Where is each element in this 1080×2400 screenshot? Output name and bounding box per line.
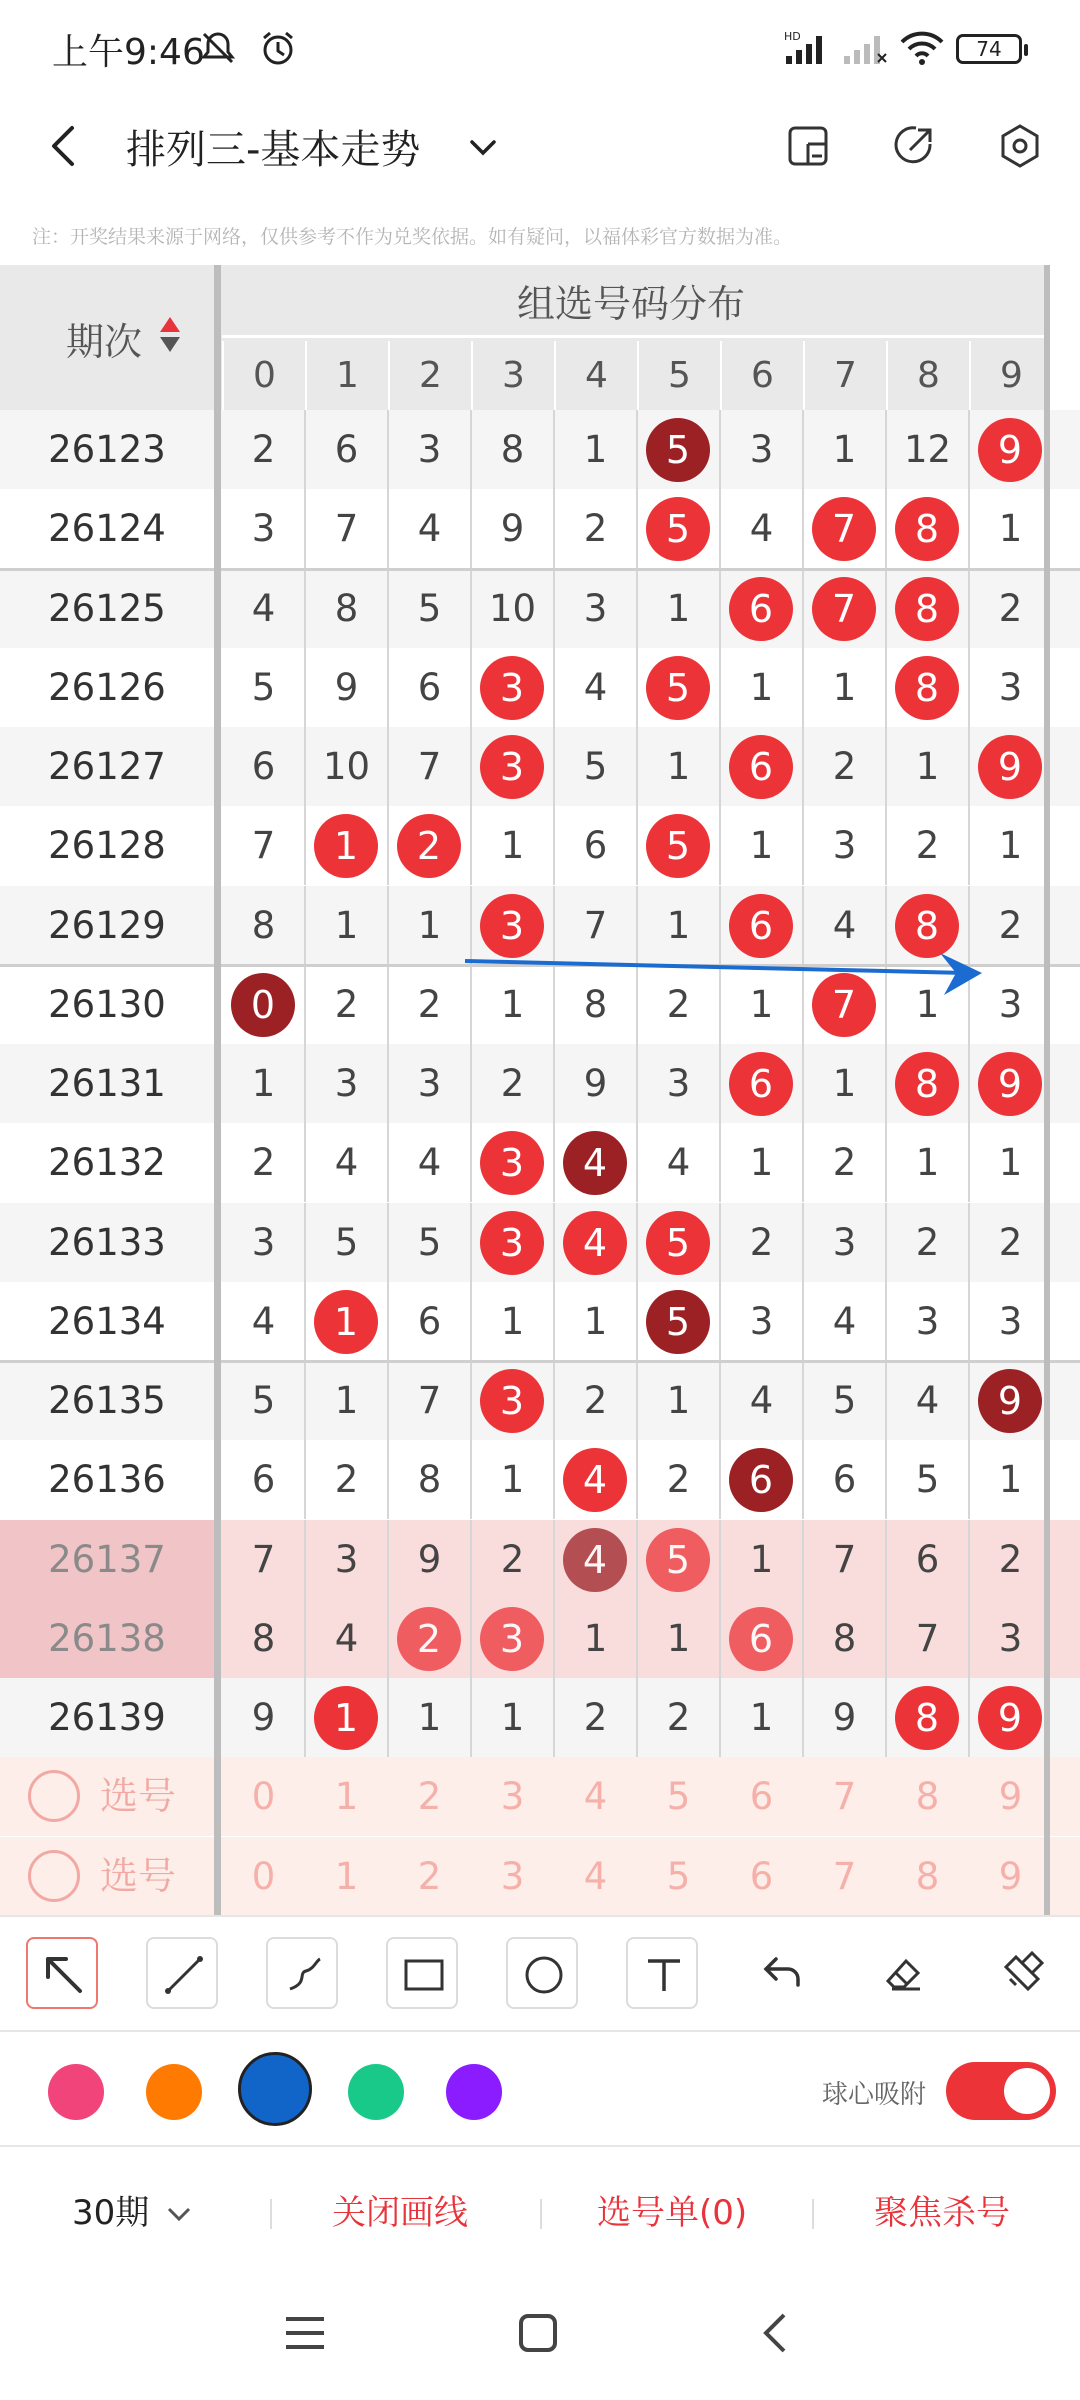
omission-value: 3	[251, 1220, 276, 1264]
omission-value: 8	[417, 1458, 442, 1502]
omission-value: 10	[488, 586, 537, 630]
divider	[812, 2199, 814, 2229]
color-swatch[interactable]	[48, 2064, 104, 2120]
drawn-number-ball: 6	[729, 1448, 793, 1512]
circle-icon	[508, 1939, 580, 2011]
omission-value: 1	[417, 1696, 442, 1739]
pick-number-8[interactable]: 8	[915, 1854, 940, 1898]
drawn-number-ball: 9	[978, 1369, 1042, 1433]
pick-number-2[interactable]: 2	[417, 1854, 442, 1898]
undo-icon	[746, 1937, 818, 2009]
omission-value: 6	[251, 745, 276, 788]
omission-value: 7	[251, 824, 276, 868]
omission-value: 4	[583, 665, 608, 709]
rectangle-icon	[388, 1939, 460, 2011]
omission-value: 4	[832, 1299, 857, 1343]
omission-value: 8	[583, 982, 608, 1026]
omission-value: 1	[666, 903, 691, 947]
share-icon[interactable]	[890, 122, 938, 170]
drawn-number-ball: 8	[895, 497, 959, 561]
omission-value: 3	[334, 1062, 359, 1105]
omission-value: 7	[915, 1616, 940, 1660]
period-count-label: 30期	[72, 2193, 150, 2233]
omission-value: 9	[583, 1062, 608, 1105]
digit-header-6: 6	[720, 341, 803, 410]
column-divider-right	[1044, 265, 1050, 1915]
pick-number-0[interactable]: 0	[251, 1775, 276, 1819]
drawn-number-ball: 3	[480, 656, 544, 720]
eraser-tool[interactable]	[866, 1937, 938, 2009]
drawn-number-ball: 4	[563, 1131, 627, 1195]
drawn-number-ball: 9	[978, 1052, 1042, 1116]
drawn-number-ball: 3	[480, 735, 544, 799]
omission-value: 3	[998, 982, 1023, 1026]
mute-icon	[198, 28, 238, 68]
omission-value: 3	[749, 1299, 774, 1343]
omission-value: 2	[334, 982, 359, 1026]
period-number: 26135	[48, 1379, 166, 1422]
omission-value: 5	[251, 665, 276, 709]
omission-value: 8	[334, 586, 359, 630]
period-number: 26125	[48, 586, 166, 630]
omission-value: 1	[417, 903, 442, 947]
omission-value: 5	[915, 1458, 940, 1502]
drawn-number-ball: 7	[812, 497, 876, 561]
omission-value: 3	[832, 1220, 857, 1264]
period-number: 26130	[48, 982, 166, 1026]
drawn-number-ball: 1	[314, 1686, 378, 1750]
omission-value: 2	[998, 903, 1023, 947]
home-icon[interactable]	[516, 2311, 560, 2355]
omission-value: 6	[334, 428, 359, 471]
omission-value: 1	[998, 507, 1023, 551]
menu-icon[interactable]	[280, 2311, 330, 2355]
omission-value: 1	[998, 824, 1023, 868]
omission-value: 9	[832, 1696, 857, 1739]
period-number: 26139	[48, 1696, 166, 1739]
omission-value: 4	[749, 507, 774, 551]
omission-value: 2	[915, 824, 940, 868]
text-icon	[628, 1939, 700, 2011]
omission-value: 1	[583, 428, 608, 471]
curve-icon	[268, 1939, 340, 2011]
omission-value: 9	[334, 665, 359, 709]
drawn-number-ball: 5	[646, 1290, 710, 1354]
omission-value: 3	[334, 1537, 359, 1581]
omission-value: 4	[251, 1299, 276, 1343]
omission-value: 7	[334, 507, 359, 551]
select-arrow-tool[interactable]	[26, 1937, 98, 2009]
signal-weak-icon	[842, 28, 890, 68]
omission-value: 5	[417, 1220, 442, 1264]
omission-value: 10	[322, 745, 371, 788]
drawn-number-ball: 7	[812, 577, 876, 641]
omission-value: 3	[998, 665, 1023, 709]
drawn-number-ball: 1	[314, 1290, 378, 1354]
drawn-number-ball: 6	[729, 894, 793, 958]
omission-value: 7	[251, 1537, 276, 1581]
omission-value: 9	[417, 1537, 442, 1581]
pick-number-1[interactable]: 1	[334, 1775, 359, 1819]
pick-label: 选号	[100, 1774, 177, 1819]
omission-value: 2	[998, 586, 1023, 630]
app-header	[0, 96, 1080, 196]
drawn-number-ball: 9	[978, 735, 1042, 799]
system-nav-bar	[0, 2265, 1080, 2400]
drawn-number-ball: 6	[729, 735, 793, 799]
omission-value: 2	[915, 1220, 940, 1264]
omission-value: 1	[334, 1379, 359, 1422]
pick-number-6[interactable]: 6	[749, 1854, 774, 1898]
color-swatch[interactable]	[238, 2052, 312, 2126]
drawn-number-ball: 4	[563, 1448, 627, 1512]
period-number: 26124	[48, 507, 166, 551]
status-bar	[0, 0, 1080, 96]
omission-value: 1	[832, 428, 857, 471]
undo-tool[interactable]	[746, 1937, 818, 2009]
pick-number-4[interactable]: 4	[583, 1775, 608, 1819]
pick-list-button[interactable]: 选号单(0)	[597, 2193, 748, 2233]
period-number: 26137	[48, 1537, 166, 1581]
pick-number-7[interactable]: 7	[832, 1854, 857, 1898]
omission-value: 8	[251, 1616, 276, 1660]
drawn-number-ball: 6	[729, 577, 793, 641]
drawn-number-ball: 7	[812, 973, 876, 1037]
drawn-number-ball: 8	[895, 1052, 959, 1116]
omission-value: 4	[666, 1141, 691, 1185]
drawn-number-ball: 5	[646, 814, 710, 878]
pick-number-5[interactable]: 5	[666, 1775, 691, 1819]
line-tool[interactable]	[146, 1937, 218, 2009]
color-swatch[interactable]	[146, 2064, 202, 2120]
drawn-number-ball: 3	[480, 1211, 544, 1275]
disclaimer-note: 注：开奖结果来源于网络，仅供参考不作为兑奖依据。如有疑问，以福体彩官方数据为准。	[32, 226, 793, 248]
drawn-number-ball: 6	[729, 1607, 793, 1671]
omission-value: 8	[500, 428, 525, 471]
omission-value: 1	[749, 665, 774, 709]
period-number: 26126	[48, 665, 166, 709]
omission-value: 3	[915, 1299, 940, 1343]
omission-value: 3	[417, 1062, 442, 1105]
svg-text:HD: HD	[784, 30, 801, 43]
period-header-label: 期次	[66, 320, 143, 364]
drawn-number-ball: 5	[646, 418, 710, 482]
pick-number-3[interactable]: 3	[500, 1854, 525, 1898]
period-number: 26129	[48, 903, 166, 947]
omission-value: 6	[915, 1537, 940, 1581]
omission-value: 2	[998, 1537, 1023, 1581]
curve-tool[interactable]	[266, 1937, 338, 2009]
chevron-down-icon[interactable]	[164, 2199, 194, 2229]
drawn-number-ball: 3	[480, 1131, 544, 1195]
omission-value: 3	[832, 824, 857, 868]
omission-value: 12	[903, 428, 952, 471]
omission-value: 6	[583, 824, 608, 868]
omission-value: 1	[749, 1696, 774, 1739]
omission-value: 4	[334, 1616, 359, 1660]
drawn-number-ball: 4	[563, 1211, 627, 1275]
omission-value: 2	[666, 1458, 691, 1502]
omission-value: 1	[583, 1616, 608, 1660]
period-number: 26128	[48, 824, 166, 868]
omission-value: 1	[915, 1141, 940, 1185]
back-icon[interactable]	[756, 2309, 796, 2357]
period-number: 26133	[48, 1220, 166, 1264]
chevron-down-icon[interactable]	[466, 130, 500, 164]
omission-value: 1	[998, 1141, 1023, 1185]
omission-value: 2	[666, 1696, 691, 1739]
omission-value: 7	[832, 1537, 857, 1581]
distribution-title: 组选号码分布	[516, 282, 745, 326]
omission-value: 1	[666, 1379, 691, 1422]
drawn-number-ball: 5	[646, 497, 710, 561]
drawn-number-ball: 6	[729, 1052, 793, 1116]
omission-value: 3	[583, 586, 608, 630]
pick-number-8[interactable]: 8	[915, 1775, 940, 1819]
color-palette	[0, 2030, 1080, 2145]
close-lines-button[interactable]: 关闭画线	[332, 2193, 468, 2233]
period-number: 26138	[48, 1616, 166, 1660]
omission-value: 2	[998, 1220, 1023, 1264]
digit-header-2: 2	[388, 341, 471, 410]
omission-value: 2	[251, 1141, 276, 1185]
period-number: 26134	[48, 1299, 166, 1343]
omission-value: 2	[583, 1379, 608, 1422]
omission-value: 1	[832, 1062, 857, 1105]
pick-label: 选号	[100, 1853, 177, 1898]
omission-value: 4	[334, 1141, 359, 1185]
omission-value: 3	[998, 1616, 1023, 1660]
drawing-toolbar	[0, 1915, 1080, 2030]
omission-value: 6	[251, 1458, 276, 1502]
back-arrow-icon[interactable]	[40, 122, 88, 170]
period-count-select[interactable]	[72, 2185, 149, 2234]
column-divider	[214, 265, 221, 1915]
trend-table	[0, 265, 1080, 1915]
pick-number-6[interactable]: 6	[749, 1775, 774, 1819]
omission-value: 6	[417, 665, 442, 709]
text-tool[interactable]	[626, 1937, 698, 2009]
drawn-number-ball: 2	[397, 814, 461, 878]
signal-icon	[782, 28, 838, 68]
omission-value: 1	[749, 982, 774, 1026]
omission-value: 1	[500, 1299, 525, 1343]
omission-value: 1	[666, 1616, 691, 1660]
period-number: 26127	[48, 745, 166, 788]
clear-tool[interactable]	[986, 1937, 1058, 2009]
omission-value: 2	[749, 1220, 774, 1264]
drawn-number-ball: 0	[231, 973, 295, 1037]
omission-value: 1	[251, 1062, 276, 1105]
digit-header-4: 4	[554, 341, 637, 410]
pick-number-9[interactable]: 9	[998, 1854, 1023, 1898]
omission-value: 1	[915, 745, 940, 788]
period-number: 26132	[48, 1141, 166, 1185]
pick-number-7[interactable]: 7	[832, 1775, 857, 1819]
omission-value: 2	[832, 1141, 857, 1185]
omission-value: 1	[666, 745, 691, 788]
pick-number-5[interactable]: 5	[666, 1854, 691, 1898]
drawn-arrow-line[interactable]	[0, 265, 1080, 1915]
drawn-number-ball: 3	[480, 1607, 544, 1671]
omission-value: 5	[832, 1379, 857, 1422]
omission-value: 5	[334, 1220, 359, 1264]
omission-value: 3	[417, 428, 442, 471]
divider	[540, 2199, 542, 2229]
omission-value: 4	[749, 1379, 774, 1422]
page-title[interactable]: 排列三-基本走势	[126, 127, 421, 173]
omission-value: 9	[251, 1696, 276, 1739]
digit-header-7: 7	[803, 341, 886, 410]
omission-value: 4	[417, 1141, 442, 1185]
omission-value: 8	[251, 903, 276, 947]
period-number: 26136	[48, 1458, 166, 1502]
drawn-number-ball: 5	[646, 1211, 710, 1275]
circle-tool[interactable]	[506, 1937, 578, 2009]
omission-value: 2	[832, 745, 857, 788]
drawn-number-ball: 2	[397, 1607, 461, 1671]
digit-header-5: 5	[637, 341, 720, 410]
pick-number-1[interactable]: 1	[334, 1854, 359, 1898]
status-time: 上午9:46	[52, 32, 205, 73]
omission-value: 2	[500, 1537, 525, 1581]
snap-label: 球心吸附	[822, 2080, 927, 2110]
omission-value: 6	[832, 1458, 857, 1502]
omission-value: 7	[583, 903, 608, 947]
omission-value: 9	[500, 507, 525, 551]
drawn-number-ball: 9	[978, 1686, 1042, 1750]
omission-value: 1	[334, 903, 359, 947]
omission-value: 1	[583, 1299, 608, 1343]
omission-value: 1	[500, 1458, 525, 1502]
select-arrow-icon	[28, 1939, 100, 2011]
pick-number-4[interactable]: 4	[583, 1854, 608, 1898]
period-number: 26123	[48, 428, 166, 471]
drawn-number-ball: 8	[895, 577, 959, 641]
pick-number-0[interactable]: 0	[251, 1854, 276, 1898]
pick-number-2[interactable]: 2	[417, 1775, 442, 1819]
omission-value: 1	[666, 586, 691, 630]
omission-value: 1	[915, 982, 940, 1026]
clear-icon	[986, 1937, 1058, 2009]
drawn-number-ball: 8	[895, 894, 959, 958]
pick-number-9[interactable]: 9	[998, 1775, 1023, 1819]
omission-value: 1	[749, 824, 774, 868]
divider	[270, 2199, 272, 2229]
omission-value: 3	[666, 1062, 691, 1105]
eraser-icon	[866, 1937, 938, 2009]
drawn-number-ball: 8	[895, 656, 959, 720]
drawn-number-ball: 1	[314, 814, 378, 878]
omission-value: 3	[749, 428, 774, 471]
omission-value: 1	[500, 1696, 525, 1739]
focus-kill-button[interactable]: 聚焦杀号	[874, 2193, 1010, 2233]
omission-value: 4	[915, 1379, 940, 1422]
wifi-icon	[898, 28, 946, 68]
bottom-action-bar	[0, 2145, 1080, 2265]
drawn-number-ball: 8	[895, 1686, 959, 1750]
line-icon	[148, 1939, 220, 2011]
omission-value: 4	[832, 903, 857, 947]
omission-value: 2	[666, 982, 691, 1026]
color-swatch[interactable]	[446, 2064, 502, 2120]
rectangle-tool[interactable]	[386, 1937, 458, 2009]
omission-value: 1	[832, 665, 857, 709]
drawn-number-ball: 3	[480, 894, 544, 958]
omission-value: 2	[583, 507, 608, 551]
omission-value: 3	[998, 1299, 1023, 1343]
omission-value: 2	[417, 982, 442, 1026]
digit-header-9: 9	[969, 341, 1052, 410]
pick-number-3[interactable]: 3	[500, 1775, 525, 1819]
omission-value: 2	[500, 1062, 525, 1105]
drawn-number-ball: 4	[563, 1528, 627, 1592]
omission-value: 1	[749, 1141, 774, 1185]
omission-value: 4	[417, 507, 442, 551]
omission-value: 4	[251, 586, 276, 630]
digit-header-0: 0	[222, 341, 305, 410]
omission-value: 2	[334, 1458, 359, 1502]
omission-value: 2	[251, 428, 276, 471]
battery-icon: 74	[956, 34, 1022, 64]
omission-value: 7	[417, 1379, 442, 1422]
omission-value: 1	[500, 824, 525, 868]
omission-value: 1	[500, 982, 525, 1026]
snap-toggle[interactable]	[946, 2062, 1056, 2120]
omission-value: 1	[749, 1537, 774, 1581]
digit-header-1: 1	[305, 341, 388, 410]
drawn-number-ball: 3	[480, 1369, 544, 1433]
omission-value: 5	[583, 745, 608, 788]
digit-header-3: 3	[471, 341, 554, 410]
digit-header-8: 8	[886, 341, 969, 410]
omission-value: 5	[417, 586, 442, 630]
omission-value: 3	[251, 507, 276, 551]
alarm-icon	[258, 28, 298, 68]
drawn-number-ball: 9	[978, 418, 1042, 482]
drawn-number-ball: 5	[646, 656, 710, 720]
omission-value: 8	[832, 1616, 857, 1660]
omission-value: 5	[251, 1379, 276, 1422]
settings-icon[interactable]	[996, 122, 1044, 170]
color-swatch[interactable]	[348, 2064, 404, 2120]
layout-icon[interactable]	[784, 122, 832, 170]
omission-value: 6	[417, 1299, 442, 1343]
drawn-number-ball: 5	[646, 1528, 710, 1592]
omission-value: 2	[583, 1696, 608, 1739]
omission-value: 7	[417, 745, 442, 788]
omission-value: 1	[998, 1458, 1023, 1502]
period-number: 26131	[48, 1062, 166, 1105]
